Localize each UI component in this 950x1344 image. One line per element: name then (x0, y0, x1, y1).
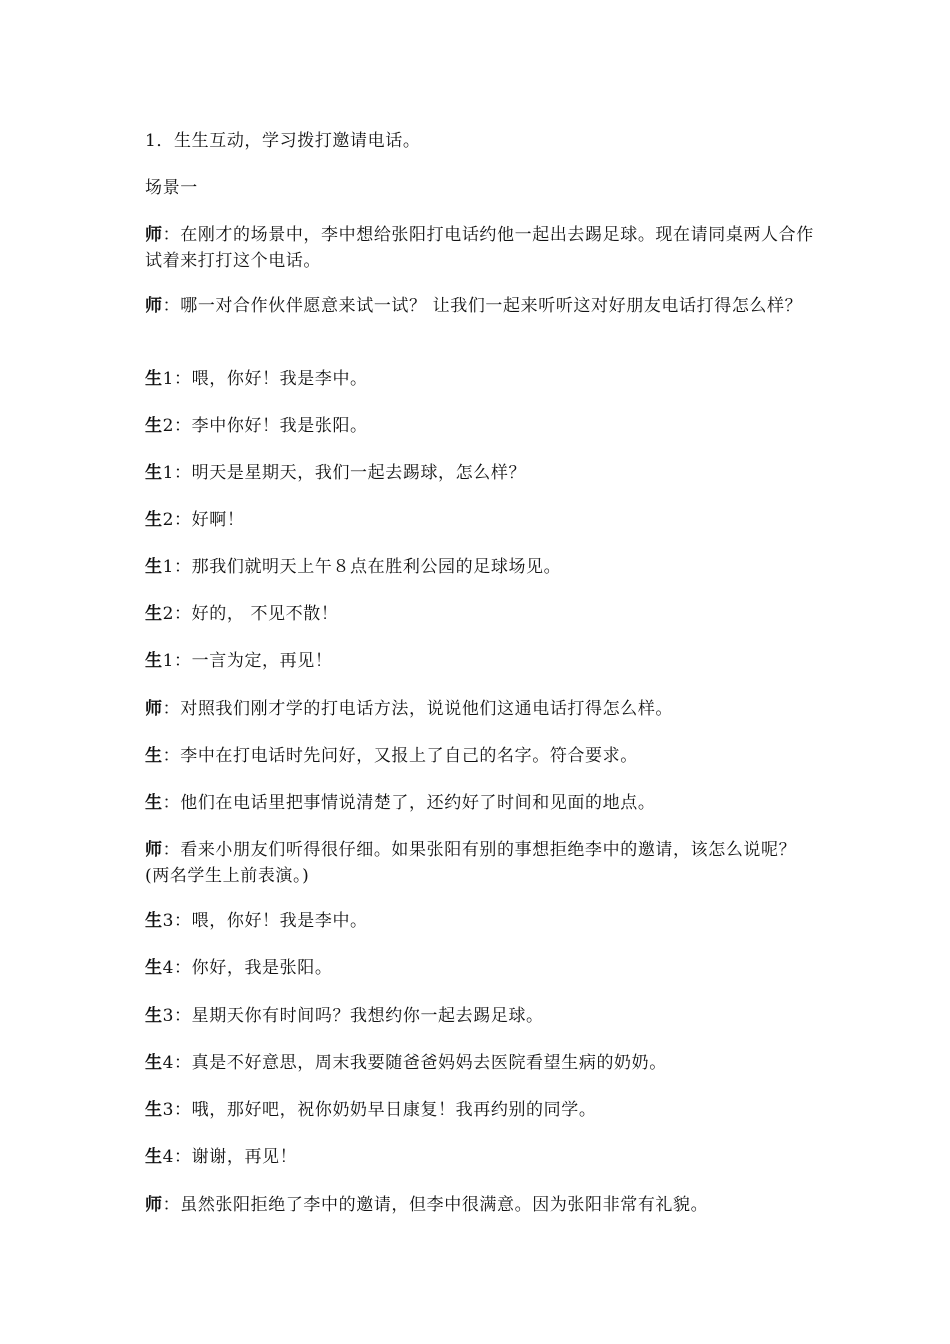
speaker-label: 生 (145, 1006, 163, 1026)
dialogue-line (145, 554, 815, 580)
speaker-label: 生 (145, 958, 163, 978)
dialogue-line (145, 460, 815, 486)
speaker-separator: ： (174, 604, 192, 624)
dialogue-line (145, 837, 815, 889)
dialogue-line (145, 1192, 815, 1218)
speaker-label: 生 (145, 746, 163, 766)
line-text: 好的， 不见不散！ (191, 604, 339, 624)
speaker-number: 4 (162, 1053, 175, 1073)
line-text: 那我们就明天上午８点在胜利公园的足球场见。 (191, 557, 562, 577)
speaker-separator: ： (162, 793, 181, 813)
speaker-label: 生 (145, 911, 163, 931)
dialogue-line (145, 648, 815, 674)
speaker-number: 2 (162, 416, 175, 436)
line-text: 哪一对合作伙伴愿意来试一试？ 让我们一起来听听这对好朋友电话打得怎么样？ (180, 296, 803, 316)
speaker-label: 生 (145, 604, 163, 624)
speaker-separator: ： (174, 510, 192, 530)
line-text: 一言为定，再见！ (191, 651, 333, 671)
speaker-label: 生 (145, 510, 163, 530)
speaker-separator: ： (174, 651, 192, 671)
speaker-label: 生 (145, 793, 163, 813)
speaker-label: 生 (145, 651, 163, 671)
line-text: 谢谢，再见！ (191, 1147, 298, 1167)
speaker-number: 3 (162, 1006, 175, 1026)
line-text: 喂，你好！我是李中。 (191, 369, 368, 389)
scene-title: 场景一 (145, 178, 198, 198)
speaker-number: 1 (162, 651, 175, 671)
speaker-label: 师 (145, 699, 163, 719)
line-text: 真是不好意思，周末我要随爸爸妈妈去医院看望生病的奶奶。 (191, 1053, 667, 1073)
speaker-separator: ： (174, 369, 192, 389)
line-text: 喂，你好！我是李中。 (191, 911, 368, 931)
line-text: 明天是星期天，我们一起去踢球，怎么样？ (191, 463, 527, 483)
speaker-label: 生 (145, 416, 163, 436)
dialogue-line (145, 507, 815, 533)
line-text: 李中在打电话时先问好，又报上了自己的名字。符合要求。 (180, 746, 638, 766)
speaker-number: 4 (162, 1147, 175, 1167)
speaker-number: 1 (162, 557, 175, 577)
speaker-number: 3 (162, 1100, 175, 1120)
dialogue-line (145, 1003, 815, 1029)
section-heading: 1．生生互动，学习拨打邀请电话。 (145, 131, 421, 151)
dialogue-line (145, 1097, 815, 1123)
line-text: 好啊！ (191, 510, 245, 530)
speaker-separator: ： (162, 296, 181, 316)
speaker-label: 生 (145, 1100, 163, 1120)
dialogue-line (145, 1144, 815, 1170)
line-text: 李中你好！我是张阳。 (191, 416, 368, 436)
line-text: 对照我们刚才学的打电话方法，说说他们这通电话打得怎么样。 (180, 699, 674, 719)
speaker-separator: ： (174, 1147, 192, 1167)
dialogue-line (145, 1050, 815, 1076)
dialogue-line (145, 222, 815, 274)
dialogue-line (145, 413, 815, 439)
line-text: 你好，我是张阳。 (191, 958, 333, 978)
line-text: 看来小朋友们听得很仔细。如果张阳有别的事想拒绝李中的邀请，该怎么说呢？(两名学生上前表演。) (145, 840, 797, 886)
dialogue-line (145, 908, 815, 934)
speaker-number: 4 (162, 958, 175, 978)
speaker-label: 生 (145, 1147, 163, 1167)
speaker-separator: ： (162, 840, 181, 860)
speaker-label: 生 (145, 1053, 163, 1073)
speaker-separator: ： (174, 958, 192, 978)
speaker-label: 生 (145, 369, 163, 389)
dialogue-line (145, 790, 815, 816)
line-text: 星期天你有时间吗？我想约你一起去踢足球。 (191, 1006, 544, 1026)
dialogue-line (145, 696, 815, 722)
speaker-separator: ： (162, 746, 181, 766)
line-text: 虽然张阳拒绝了李中的邀请，但李中很满意。因为张阳非常有礼貌。 (180, 1195, 709, 1215)
speaker-number: 1 (162, 369, 175, 389)
dialogue-line (145, 601, 815, 627)
speaker-label: 师 (145, 840, 163, 860)
speaker-separator: ： (174, 557, 192, 577)
speaker-separator: ： (162, 699, 181, 719)
dialogue-line (145, 955, 815, 981)
speaker-separator: ： (174, 1100, 192, 1120)
speaker-separator: ： (174, 1006, 192, 1026)
speaker-number: 2 (162, 510, 175, 530)
speaker-number: 1 (162, 463, 175, 483)
speaker-separator: ： (162, 1195, 181, 1215)
speaker-label: 师 (145, 296, 163, 316)
speaker-separator: ： (174, 463, 192, 483)
speaker-number: 3 (162, 911, 175, 931)
speaker-separator: ： (162, 225, 181, 245)
speaker-label: 生 (145, 557, 163, 577)
speaker-label: 生 (145, 463, 163, 483)
speaker-separator: ： (174, 911, 192, 931)
dialogue-line (145, 743, 815, 769)
speaker-separator: ： (174, 416, 192, 436)
speaker-label: 师 (145, 1195, 163, 1215)
dialogue-line (145, 366, 815, 392)
line-text: 在刚才的场景中，李中想给张阳打电话约他一起出去踢足球。现在请同桌两人合作试着来打打这个电话。 (145, 225, 814, 271)
speaker-separator: ： (174, 1053, 192, 1073)
speaker-label: 师 (145, 225, 163, 245)
line-text: 哦，那好吧，祝你奶奶早日康复！我再约别的同学。 (191, 1100, 597, 1120)
line-text: 他们在电话里把事情说清楚了，还约好了时间和见面的地点。 (180, 793, 656, 813)
speaker-number: 2 (162, 604, 175, 624)
dialogue-line (145, 293, 815, 319)
